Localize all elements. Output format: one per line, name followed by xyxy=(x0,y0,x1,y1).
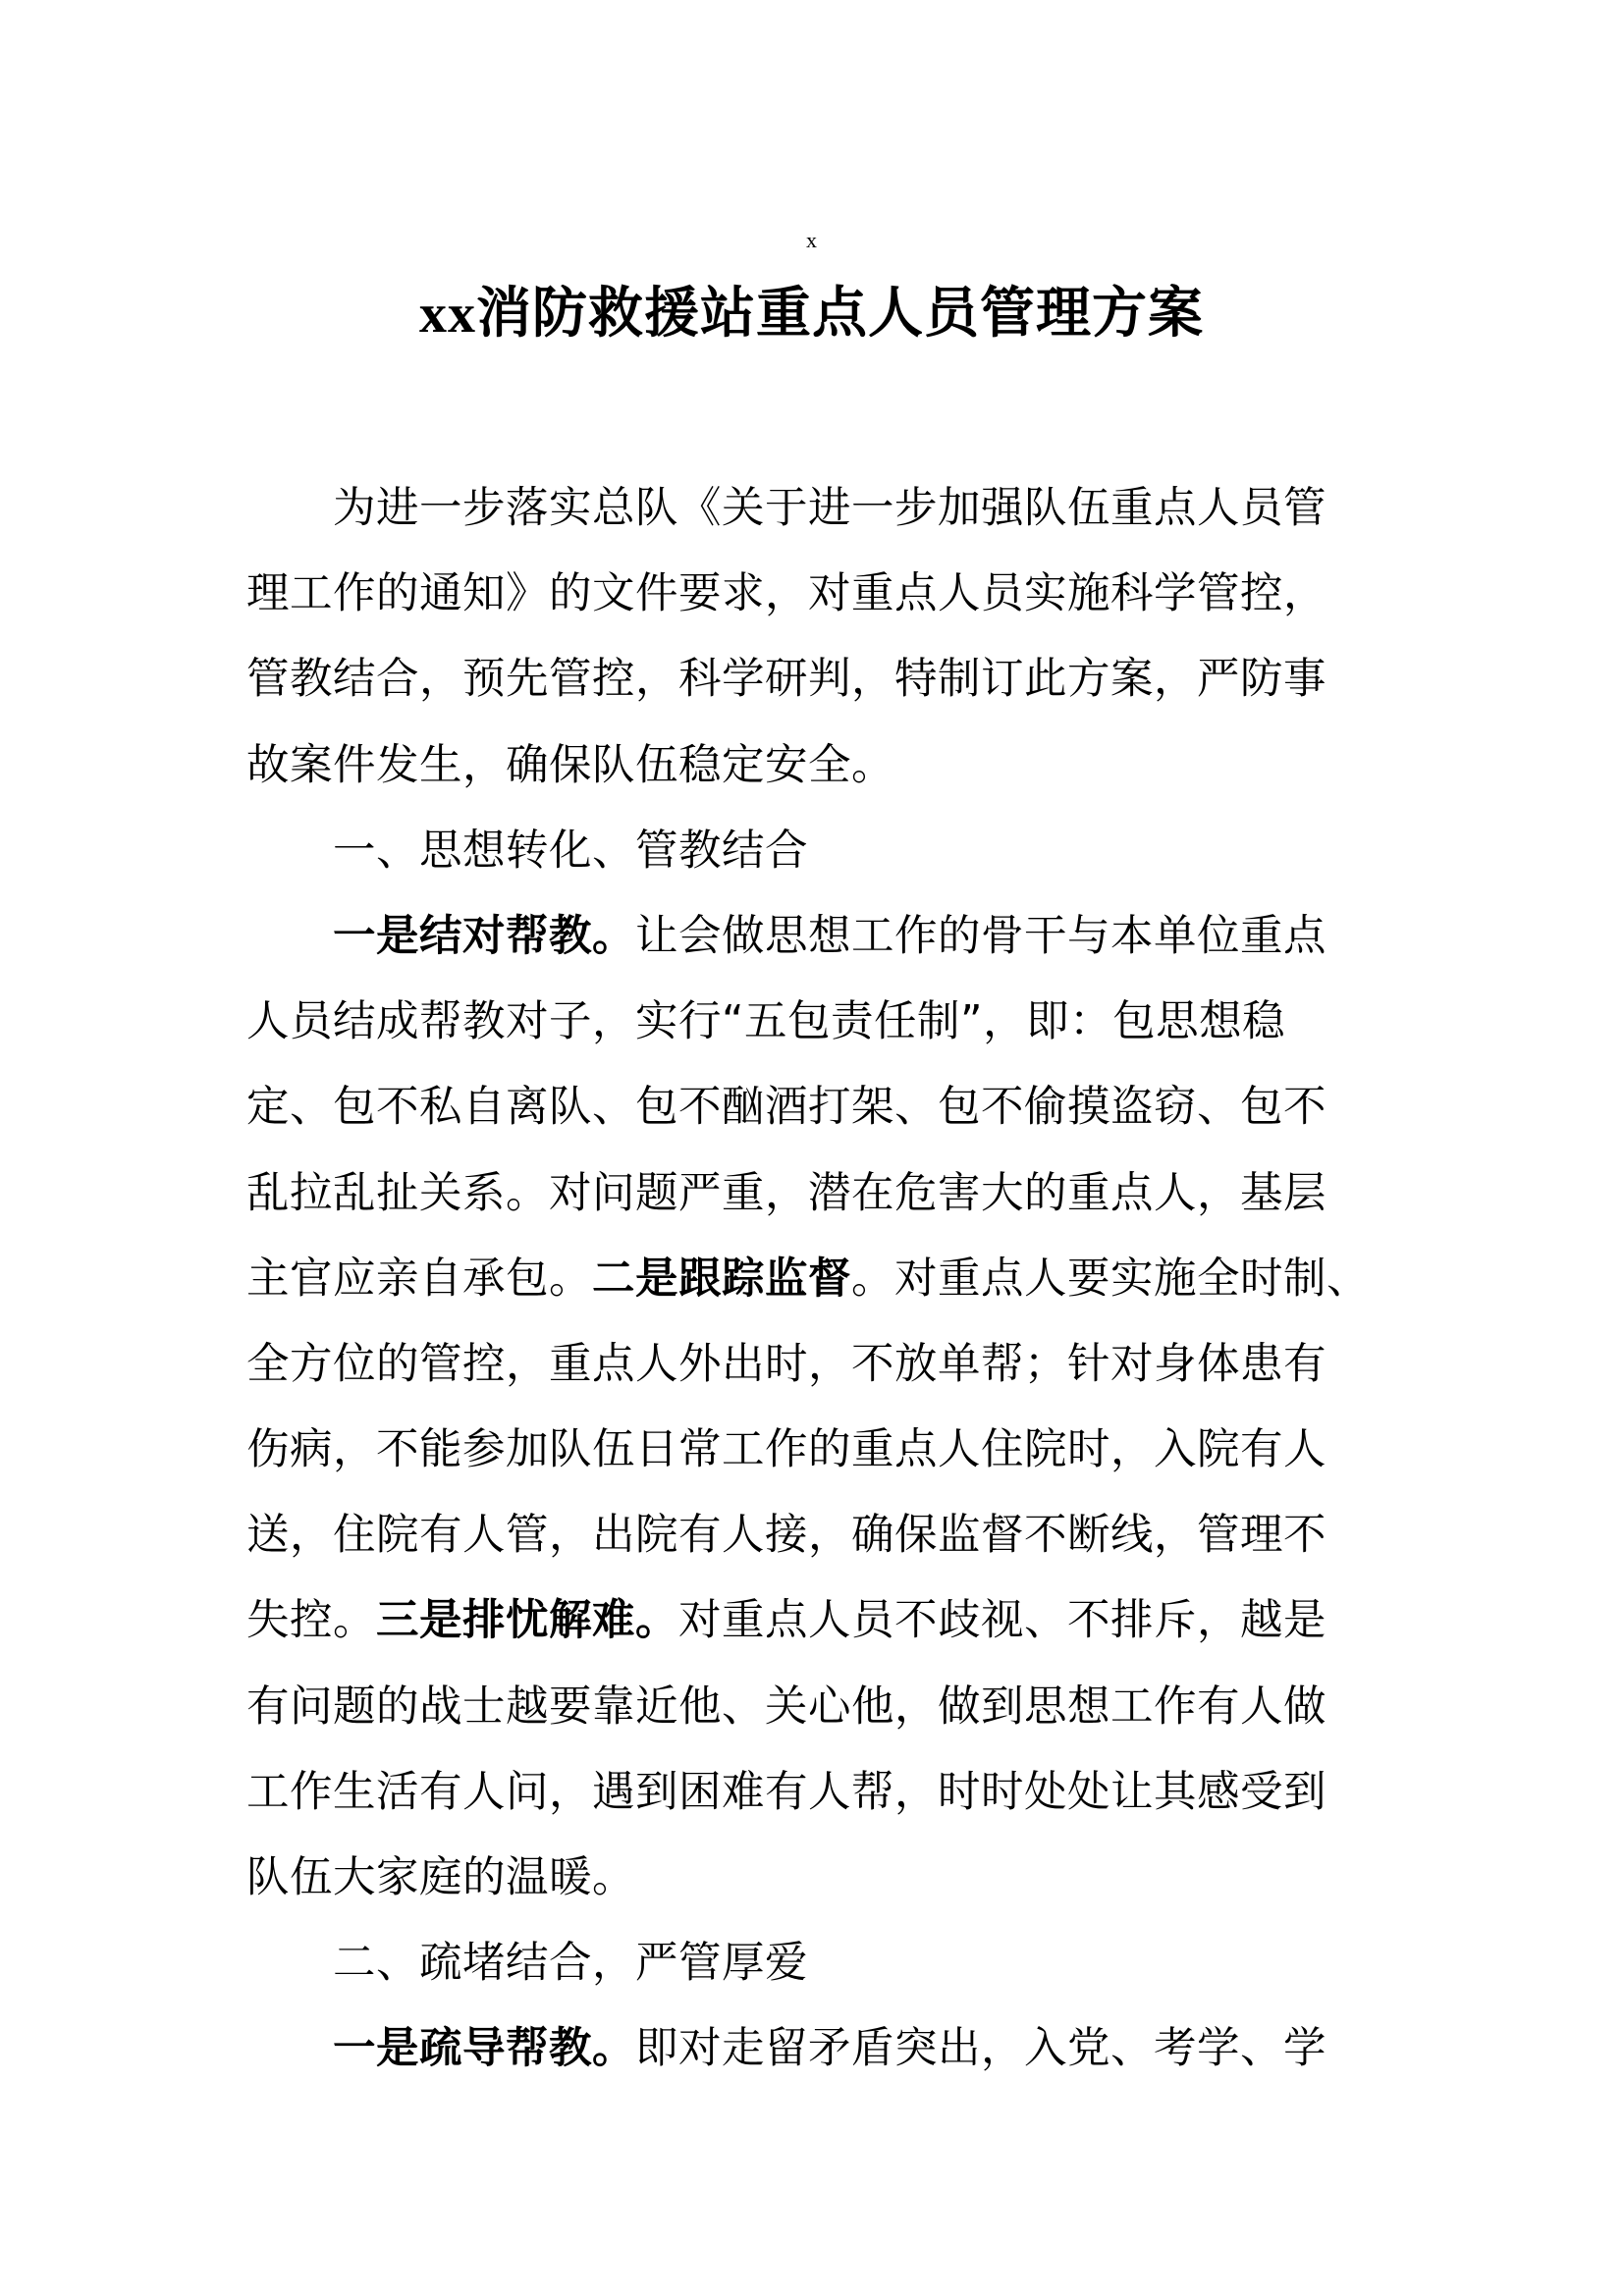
body-text: 理工作的通知》的文件要求，对重点人员实施科学管控， xyxy=(246,569,1326,619)
body-text: 二、疏堵结合，严管厚爱 xyxy=(333,1939,808,1989)
body-text: 一、思想转化、管教结合 xyxy=(333,826,808,876)
body-text: 送，住院有人管，出院有人接，确保监督不断线，管理不 xyxy=(246,1511,1326,1561)
text-line xyxy=(246,564,1385,650)
bold-heading-text: 三是排忧解难。 xyxy=(376,1596,678,1646)
text-line xyxy=(246,992,1385,1078)
text-line xyxy=(246,1934,1385,2019)
bold-heading-text: 一是疏导帮教。 xyxy=(333,2024,635,2074)
body-text: 故案件发生，确保队伍稳定安全。 xyxy=(246,740,894,790)
document-title: xx消防救援站重点人员管理方案 xyxy=(419,284,1204,345)
body-text: 主官应亲自承包。 xyxy=(246,1254,592,1304)
text-line xyxy=(246,479,1385,564)
body-text: 管教结合，预先管控，科学研判，特制订此方案，严防事 xyxy=(246,655,1326,705)
bold-heading-text: 一是结对帮教。 xyxy=(333,911,635,961)
body-text: 即对走留矛盾突出，入党、考学、学 xyxy=(635,2024,1326,2074)
text-line xyxy=(246,1506,1385,1591)
body-text: 队伍大家庭的温暖。 xyxy=(246,1853,635,1902)
header-mark: x xyxy=(806,228,817,252)
bold-heading-text: 二是跟踪监督 xyxy=(592,1254,851,1304)
body-text: 有问题的战士越要靠近他、关心他，做到思想工作有人做 xyxy=(246,1682,1326,1732)
body-text: 全方位的管控，重点人外出时，不放单帮；针对身体患有 xyxy=(246,1339,1326,1389)
text-line xyxy=(246,822,1385,907)
text-line xyxy=(246,907,1385,992)
body-text: 让会做思想工作的骨干与本单位重点 xyxy=(635,911,1326,961)
text-line xyxy=(246,1164,1385,1250)
body-text: 工作生活有人问，遇到困难有人帮，时时处处让其感受到 xyxy=(246,1767,1326,1817)
text-line xyxy=(246,650,1385,735)
text-line xyxy=(246,736,1385,822)
body-text: 。对重点人要实施全时制、 xyxy=(851,1254,1370,1304)
text-line xyxy=(246,1763,1385,1848)
body-text: 定、包不私自离队、包不酗酒打架、包不偷摸盗窃、包不 xyxy=(246,1083,1326,1133)
document-body xyxy=(246,479,1385,2106)
body-text: 为进一步落实总队《关于进一步加强队伍重点人员管 xyxy=(333,484,1326,533)
text-line xyxy=(246,1591,1385,1677)
text-line xyxy=(246,1848,1385,1934)
text-line xyxy=(246,2019,1385,2105)
text-line xyxy=(246,1078,1385,1163)
body-text: 伤病，不能参加队伍日常工作的重点人住院时，入院有人 xyxy=(246,1425,1326,1475)
body-text: 对重点人员不歧视、不排斥，越是 xyxy=(678,1596,1326,1646)
text-line xyxy=(246,1250,1385,1335)
body-text: 失控。 xyxy=(246,1596,376,1646)
body-text: 乱拉乱扯关系。对问题严重，潜在危害大的重点人，基层 xyxy=(246,1168,1326,1218)
body-text: 人员结成帮教对子，实行“五包责任制”，即：包思想稳 xyxy=(246,997,1286,1047)
text-line xyxy=(246,1335,1385,1420)
text-line xyxy=(246,1678,1385,1763)
text-line xyxy=(246,1420,1385,1506)
